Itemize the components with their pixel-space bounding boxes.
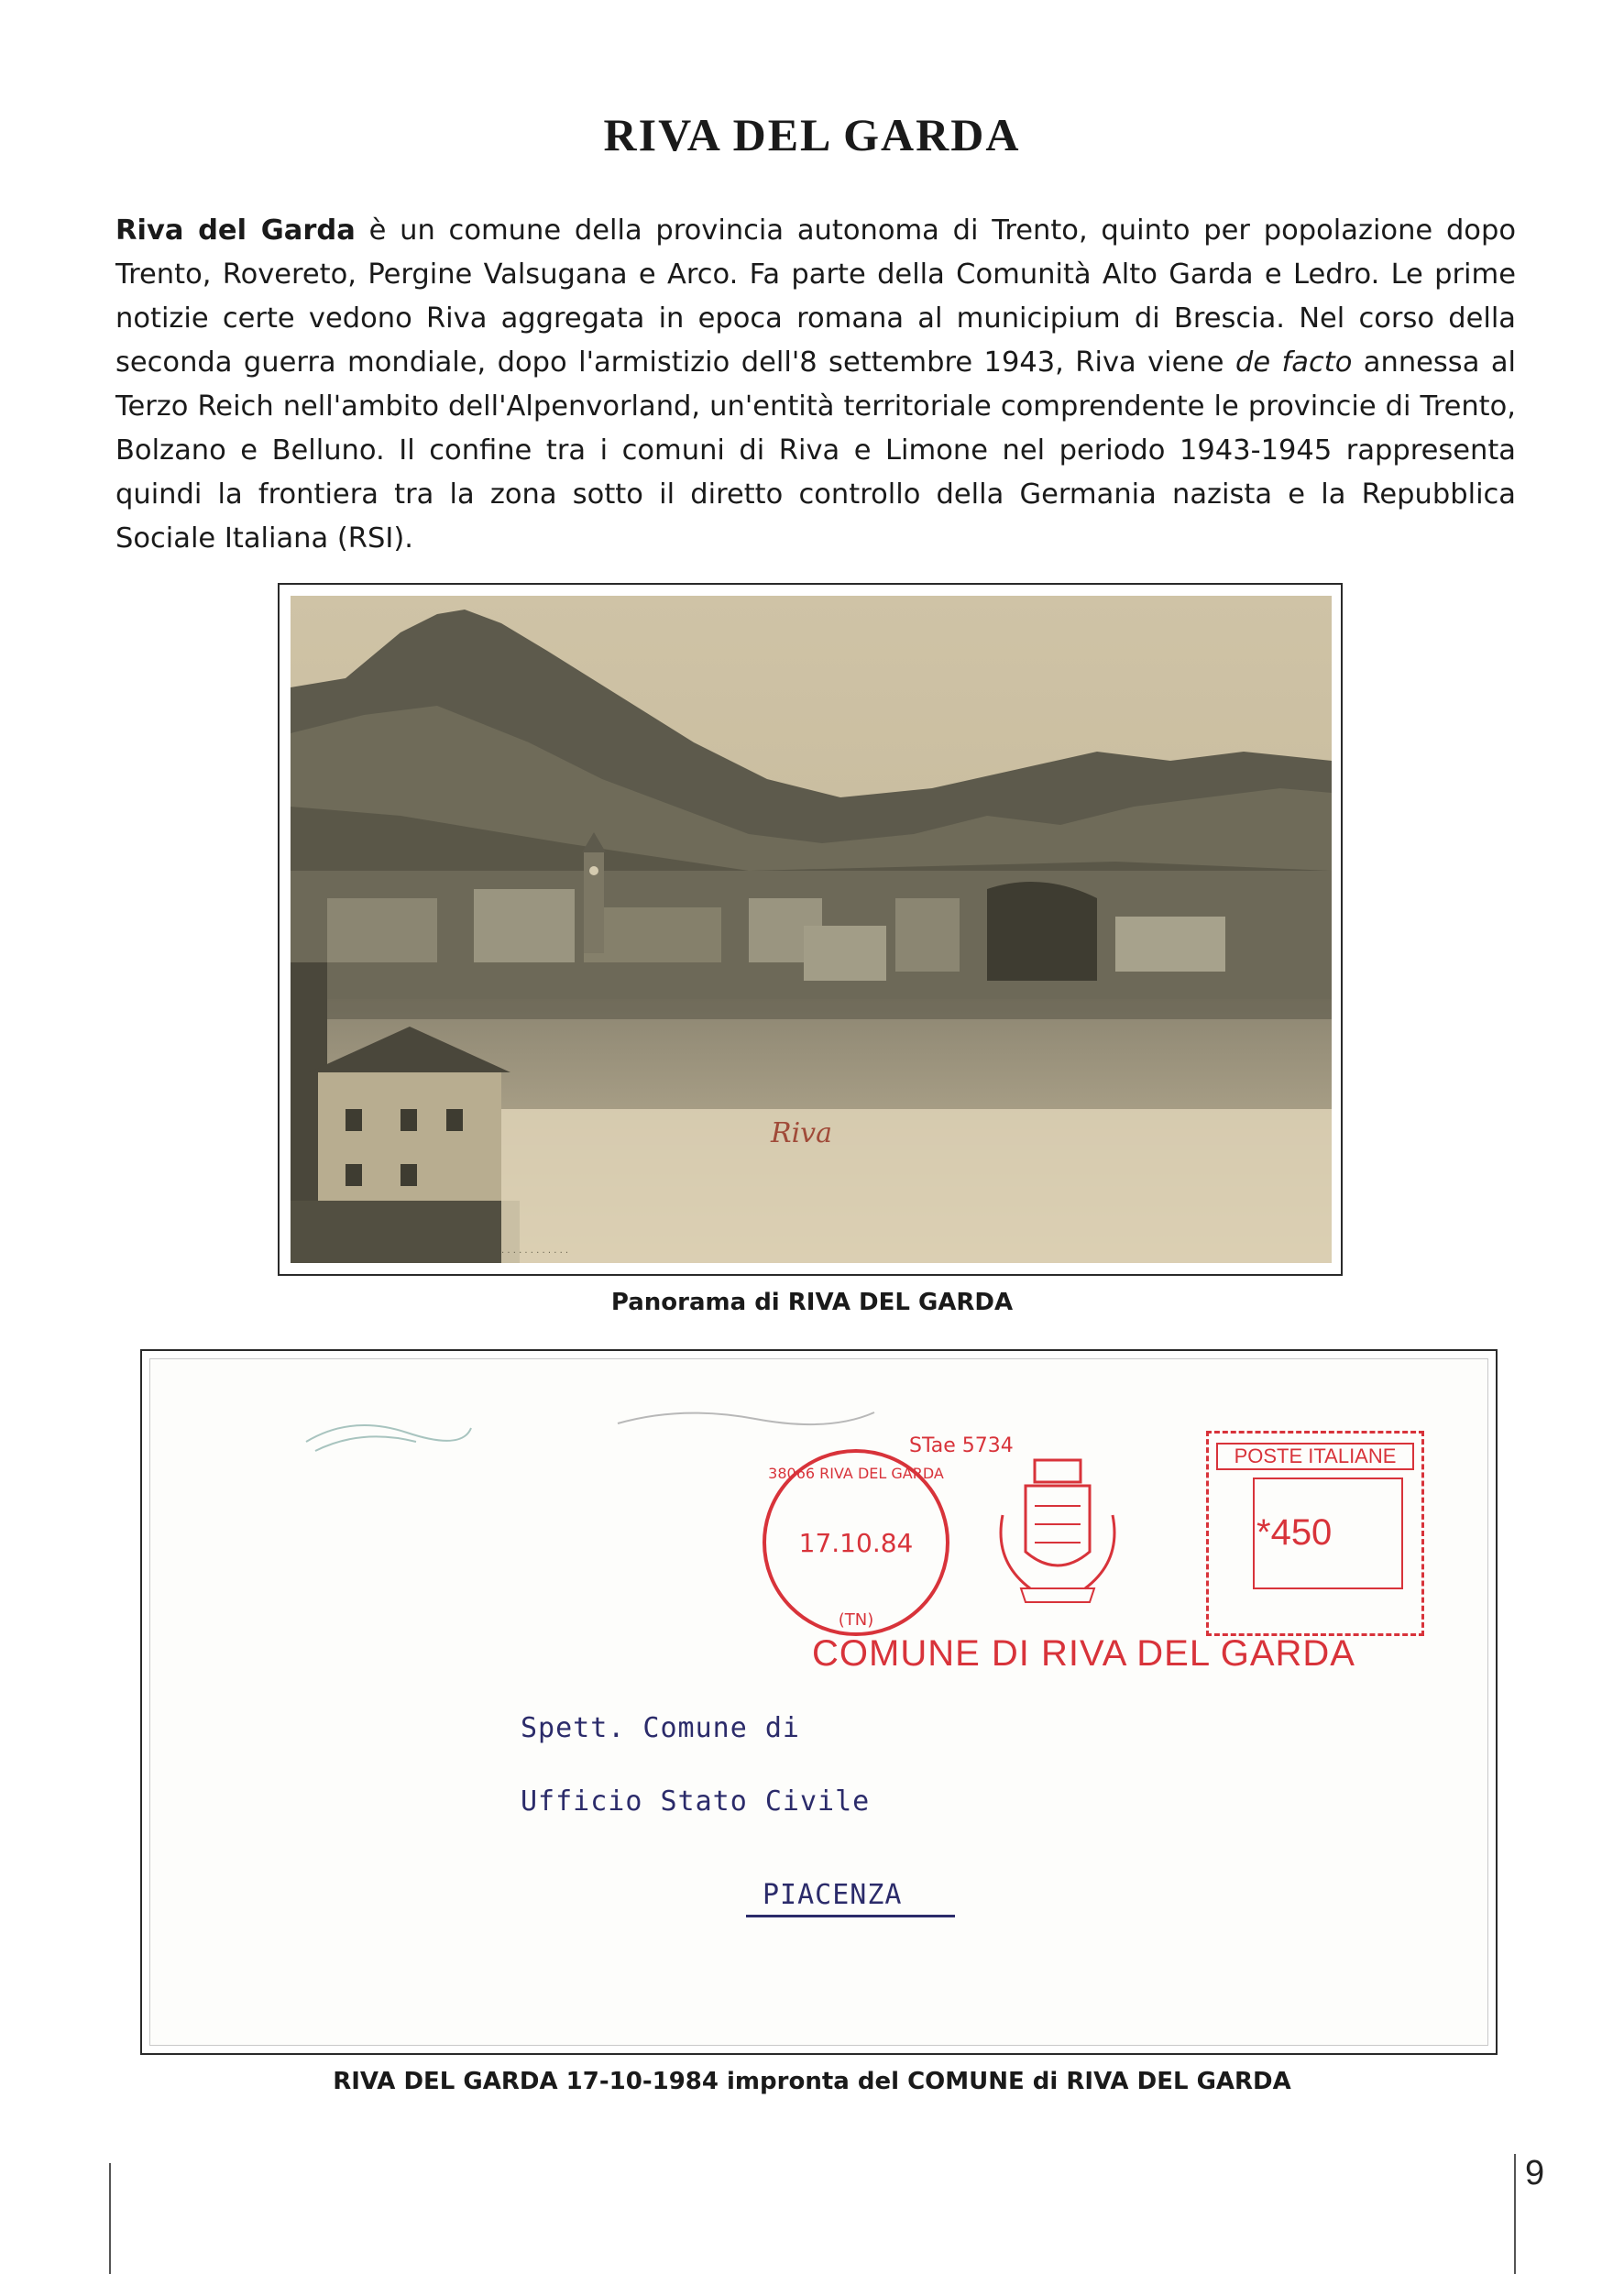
meter-value: *450 <box>1256 1512 1333 1553</box>
address-city: PIACENZA <box>763 1879 903 1911</box>
sender-line: COMUNE DI RIVA DEL GARDA <box>812 1633 1355 1674</box>
postmark-province: (TN) <box>838 1610 874 1630</box>
postcard-image <box>291 596 1332 1263</box>
postmark-circle <box>755 1442 975 1653</box>
address-line-2: Ufficio Stato Civile <box>521 1785 871 1818</box>
right-margin-line <box>1514 2154 1516 2274</box>
meter-header: POSTE ITALIANE <box>1216 1443 1414 1470</box>
left-margin-line <box>109 2163 111 2274</box>
postmark-code: STae 5734 <box>909 1434 1014 1457</box>
postcard-frame <box>278 583 1343 1276</box>
postcard-illustration <box>291 596 1332 1263</box>
postcard-script-label: Riva <box>771 1117 833 1149</box>
postcard-caption: Panorama di RIVA DEL GARDA <box>610 1289 1014 1316</box>
intro-lead: Riva del Garda <box>115 214 356 247</box>
intro-italic: de facto <box>1234 346 1353 379</box>
intro-paragraph <box>115 209 1516 561</box>
faint-cancel-wave <box>609 1396 883 1442</box>
intro-text-2: annessa al Terzo Reich nell'ambito dell'Alpenvorland, un'entità territoriale comprendente le provincie di Trento, Bolzano e Belluno. Il confine tra i comuni di Riva e Limone nel periodo 1943-1945 rappresenta quindi la frontiera tra la zona sotto il diretto controllo della Germania nazista e la Repubblica Sociale Italiana (RSI). <box>115 346 1516 555</box>
page-number: 9 <box>1525 2154 1545 2192</box>
faint-cancel-mark <box>297 1405 480 1460</box>
address-line-1: Spett. Comune di <box>521 1712 800 1744</box>
envelope <box>149 1358 1488 2046</box>
svg-text:· · · · · · · · · · · ·: · · · · · · · · · · · · <box>501 1248 569 1258</box>
intro-text-1: è un comune della provincia autonoma di Trento, quinto per popolazione dopo Trento, Rovereto, Pergine Valsugana e Arco. Fa parte della Comunità Alto Garda e Ledro. Le prime notizie certe vedono Riva aggregata in epoca romana al municipium di Brescia. Nel corso della seconda guerra mondiale, dopo l'armistizio dell'8 settembre 1943, Riva viene <box>115 214 1516 379</box>
coat-of-arms-icon <box>984 1451 1131 1616</box>
page-title: RIVA DEL GARDA <box>603 109 1021 160</box>
postmark-date: 17.10.84 <box>798 1528 914 1558</box>
meter-frank <box>1206 1431 1424 1636</box>
envelope-caption: RIVA DEL GARDA 17-10-1984 impronta del COMUNE di RIVA DEL GARDA <box>333 2068 1291 2095</box>
trees <box>987 882 1097 981</box>
envelope-frame <box>140 1349 1498 2055</box>
postmark-ring-text: 38066 RIVA DEL GARDA <box>768 1465 944 1482</box>
city-underline <box>746 1915 955 1917</box>
